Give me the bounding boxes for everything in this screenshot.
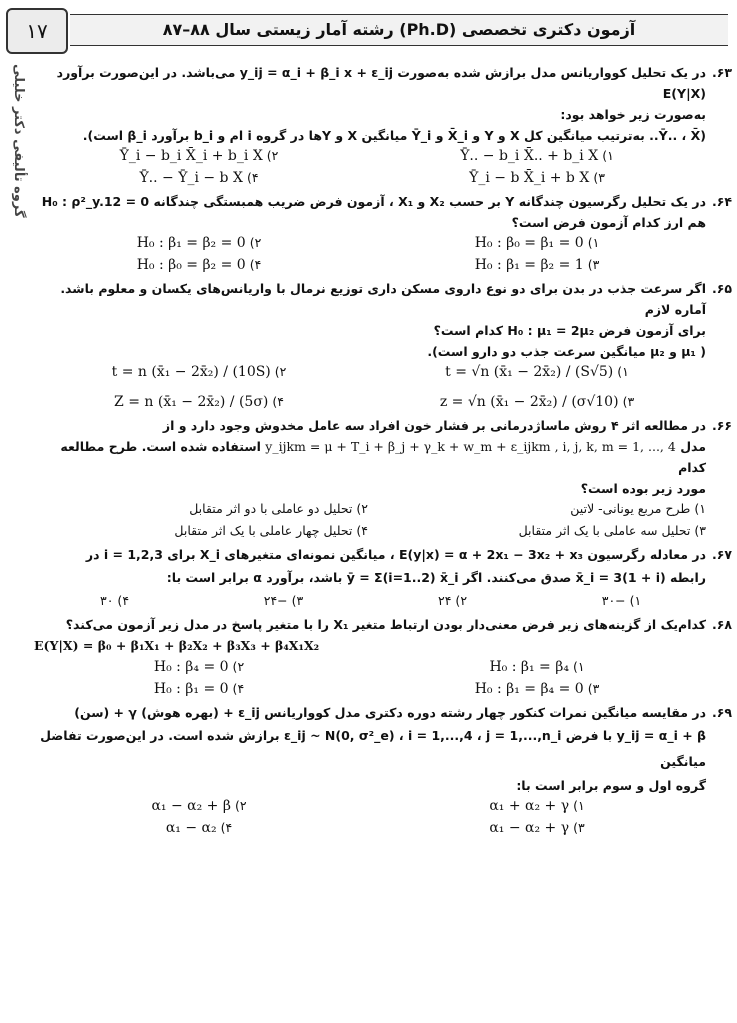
option-4[interactable]: ۴) H₀ : β₀ = β₂ = 0 bbox=[136, 257, 262, 273]
page-number: ۱۷ bbox=[6, 8, 68, 54]
question-continuation: هم ارز کدام آزمون فرض است؟ bbox=[511, 215, 706, 230]
option-2[interactable]: ۲) t = n (x̄₁ − 2x̄₂) / (10S) bbox=[111, 364, 287, 380]
option-3[interactable]: ۳) تحلیل سه عاملی با یک اثر متقابل bbox=[518, 523, 706, 538]
option-4[interactable]: ۴) H₀ : β₁ = 0 bbox=[153, 681, 245, 697]
option-1[interactable]: ۱) t = √n (x̄₁ − 2x̄₂) / (S√5) bbox=[445, 364, 629, 380]
options-list bbox=[30, 499, 732, 541]
question-67 bbox=[30, 544, 732, 611]
questions-list bbox=[30, 62, 732, 1017]
question-continuation: رابطه x̄_i = 3(1 + i) صدق می‌کنند. اگر ȳ = Σ(i=1..2) x̄_i باشد، برآورد α برابر است با: bbox=[166, 570, 706, 585]
option-1[interactable]: ۱) H₀ : β₀ = β₁ = 0 bbox=[474, 235, 600, 251]
question-63 bbox=[30, 62, 732, 188]
question-number: ۶۸. bbox=[711, 617, 732, 632]
question-continuation-2: مورد زیر بوده است؟ bbox=[580, 481, 706, 496]
question-number: ۶۷. bbox=[711, 547, 732, 562]
option-2[interactable]: ۲) Ȳ_i − b_i X̄_i + b_i X bbox=[119, 148, 279, 164]
option-1[interactable]: ۱) Ȳ.. − b_i X̄.. + b_i X bbox=[460, 148, 614, 164]
question-number: ۶۹. bbox=[711, 705, 732, 720]
question-note: (Ȳ.. ، X̄.. به‌ترتیب میانگین کل X و Y و X̄_i و Ȳ_i میانگین X و Yها در گروه i ام و b_i برآورد β_i است). bbox=[82, 128, 706, 143]
option-4[interactable]: ۴) ۳۰ bbox=[99, 593, 130, 608]
option-4[interactable]: ۴) Ȳ.. − Ȳ_i − b X bbox=[139, 170, 259, 186]
options-list bbox=[30, 233, 732, 275]
option-2[interactable]: ۲) ۲۴ bbox=[437, 593, 468, 608]
option-3[interactable]: ۳) Ȳ_i − b X̄_i + b X bbox=[469, 170, 605, 186]
page-title: آزمون دکتری تخصصی (Ph.D) رشته آمار زیستی سال ۸۸–۸۷ bbox=[70, 14, 728, 46]
question-continuation: y_ij = α_i + β با فرض ε_ij ~ N(0, σ²_e) ، i = 1,...,4 ، j = 1,...,n_i برازش شده است. در این‌صورت تفاضل میانگین bbox=[40, 728, 706, 769]
option-2[interactable]: ۲) تحلیل دو عاملی با دو اثر متقابل bbox=[189, 501, 368, 516]
model-equation: E(Y|X) = β₀ + β₁X₁ + β₂X₂ + β₃X₃ + β₄X₁X₂ bbox=[34, 638, 320, 653]
option-1[interactable]: ۱) H₀ : β₁ = β₄ bbox=[489, 659, 585, 675]
option-4[interactable]: ۴) α₁ − α₂ bbox=[165, 820, 233, 836]
question-text: در مطالعه اثر ۴ روش ماساژدرمانی بر فشار خون افراد سه عامل مخدوش وجود دارد و از bbox=[162, 418, 706, 433]
question-number: ۶۶. bbox=[711, 418, 732, 433]
question-68 bbox=[30, 614, 732, 699]
option-3[interactable]: ۳) −۲۴ bbox=[263, 593, 304, 608]
question-number: ۶۴. bbox=[711, 194, 732, 209]
question-65 bbox=[30, 278, 732, 412]
option-3[interactable]: ۳) H₀ : β₁ = β₂ = 1 bbox=[474, 257, 600, 273]
question-continuation: مدل y_ijkm = μ + T_i + β_j + γ_k + w_m + ε_ijkm , i, j, k, m = 1, ..., 4 استفاده شده است. طرح مطالعه کدام bbox=[60, 439, 706, 475]
options-list bbox=[30, 362, 732, 412]
page-header bbox=[6, 8, 728, 52]
option-1[interactable]: ۱) −۳۰ bbox=[601, 593, 642, 608]
question-continuation: به‌صورت زیر خواهد بود: bbox=[560, 107, 706, 122]
option-2[interactable]: ۲) H₀ : β₁ = β₂ = 0 bbox=[136, 235, 262, 251]
option-3[interactable]: ۳) z = √n (x̄₁ − 2x̄₂) / (σ√10) bbox=[439, 394, 635, 410]
question-text: در یک تحلیل کوواریانس مدل برازش شده به‌صورت y_ij = α_i + β_i x + ε_ij می‌باشد. در این‌صورت برآورد E(Y|X) bbox=[56, 65, 706, 101]
question-text: در معادله رگرسیون E(y|x) = α + 2x₁ − 3x₂ + x₃ ، میانگین نمونه‌ای متغیرهای X_i برای i = 1,2,3 در bbox=[85, 547, 706, 562]
option-1[interactable]: ۱) α₁ + α₂ + γ bbox=[489, 798, 585, 814]
options-list bbox=[30, 657, 732, 699]
question-text: کدام‌یک از گزینه‌های زیر فرض معنی‌دار بودن ارتباط متغیر X₁ را با متغیر پاسخ در مدل زیر آزمون می‌کند؟ bbox=[65, 617, 706, 632]
option-3[interactable]: ۳) α₁ − α₂ + γ bbox=[489, 820, 585, 836]
options-list bbox=[30, 591, 732, 611]
options-list bbox=[30, 146, 732, 188]
question-text: اگر سرعت جذب در بدن برای دو نوع داروی مسکن داری توزیع نرمال با واریانس‌های یکسان و معلوم باشد. آماره لازم bbox=[60, 281, 706, 317]
question-text: در مقایسه میانگین نمرات کنکور چهار رشته دوره دکتری مدل کوواریانس ε_ij + (بهره هوش) γ + (سن) bbox=[74, 705, 706, 720]
question-continuation-2: گروه اول و سوم برابر است با: bbox=[516, 778, 706, 793]
options-list bbox=[30, 796, 732, 838]
model-equation: y_ijkm = μ + T_i + β_j + γ_k + w_m + ε_ijkm , i, j, k, m = 1, ..., 4 bbox=[265, 439, 676, 454]
option-1[interactable]: ۱) طرح مربع یونانی- لاتین bbox=[570, 501, 706, 516]
question-text: در یک تحلیل رگرسیون چندگانه Y بر حسب X₂ و X₁ ، آزمون فرض ضریب همبستگی چندگانه H₀ : ρ²_y.12 = 0 bbox=[41, 194, 706, 209]
question-66 bbox=[30, 415, 732, 541]
question-number: ۶۵. bbox=[711, 281, 732, 296]
option-4[interactable]: ۴) تحلیل چهار عاملی با یک اثر متقابل bbox=[174, 523, 368, 538]
option-2[interactable]: ۲) α₁ − α₂ + β bbox=[151, 798, 247, 814]
question-note: ( μ₁ و μ₂ میانگین سرعت جذب دو دارو است). bbox=[427, 344, 706, 359]
option-4[interactable]: ۴) Z = n (x̄₁ − 2x̄₂) / (5σ) bbox=[114, 394, 284, 410]
question-64 bbox=[30, 191, 732, 275]
question-69 bbox=[30, 702, 732, 838]
side-watermark-label: گروه تألیفی دکتر خلیلی bbox=[11, 64, 26, 218]
question-number: ۶۳. bbox=[711, 65, 732, 80]
question-continuation: برای آزمون فرض H₀ : μ₁ = 2μ₂ کدام است؟ bbox=[433, 323, 706, 338]
option-2[interactable]: ۲) H₀ : β₄ = 0 bbox=[153, 659, 245, 675]
option-3[interactable]: ۳) H₀ : β₁ = β₄ = 0 bbox=[474, 681, 600, 697]
